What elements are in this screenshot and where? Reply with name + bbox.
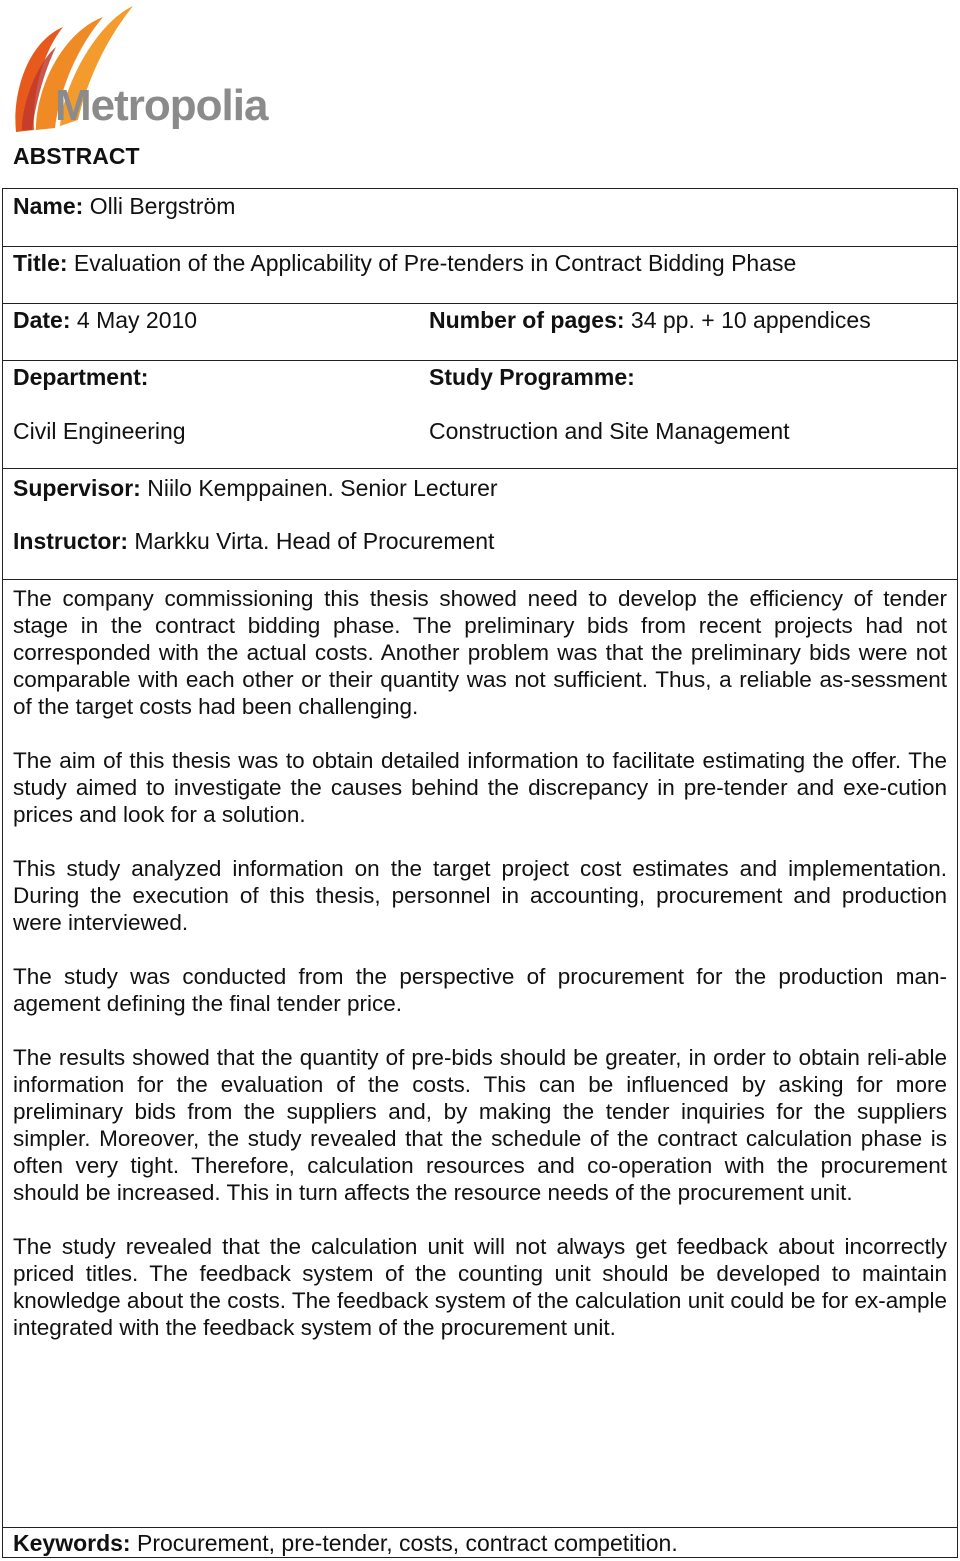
supervisor-label: Supervisor: <box>13 475 141 501</box>
abstract-paragraph: The company commissioning this thesis showed need to develop the efficiency of tender stage in the contract bidding phase. The preliminary bids from recent projects had not corresponded with the actual costs. Another problem was that the preliminary bids were not comparable with each other or their quantity was not sufficient. Thus, a reliable as-sessment of the target costs had been challenging. <box>13 586 947 719</box>
abstract-body <box>13 585 947 1368</box>
divider <box>2 468 958 469</box>
date-field <box>13 307 197 334</box>
pages-label: Number of pages: <box>429 307 625 333</box>
department-label: Department: <box>13 364 149 390</box>
instructor-label: Instructor: <box>13 528 128 554</box>
pages-field <box>429 307 871 334</box>
name-label: Name: <box>13 193 84 219</box>
programme-label-field <box>429 364 635 391</box>
title-field <box>13 250 796 277</box>
name-field <box>13 193 235 220</box>
programme-label: Study Programme: <box>429 364 635 390</box>
abstract-paragraph: The results showed that the quantity of pre-bids should be greater, in order to obtain reli-able information for the evaluation of the costs. This can be influenced by asking for more preliminary bids from the suppliers and, by making the tender inquiries for the suppliers simpler. Moreover, the study revealed that the schedule of the contract calculation phase is often very tight. Therefore, calculation resources and co-operation with the procurement should be increased. This in turn affects the resource needs of the procurement unit. <box>13 1045 947 1205</box>
title-value: Evaluation of the Applicability of Pre-tenders in Contract Bidding Phase <box>67 250 797 276</box>
department-value: Civil Engineering <box>13 418 186 444</box>
abstract-paragraph: The study was conducted from the perspective of procurement for the production man-agement defining the final tender price. <box>13 964 947 1016</box>
divider <box>2 246 958 247</box>
divider <box>2 360 958 361</box>
keywords-label: Keywords: <box>13 1530 131 1556</box>
divider <box>2 1527 958 1528</box>
title-label: Title: <box>13 250 68 276</box>
keywords-value: Procurement, pre-tender, costs, contract competition. <box>130 1530 678 1556</box>
abstract-paragraph: The study revealed that the calculation unit will not always get feedback about incorrectly priced titles. The feedback system of the counting unit should be developed to maintain knowledge about the costs. The feedback system of the calculation unit could be for ex-ample integrated with the feedback system of the procurement unit. <box>13 1234 947 1340</box>
abstract-paragraph: This study analyzed information on the target project cost estimates and implementation. During the execution of this thesis, personnel in accounting, procurement and production were interviewed. <box>13 856 947 935</box>
date-label: Date: <box>13 307 71 333</box>
pages-value: 34 pp. + 10 appendices <box>624 307 871 333</box>
instructor-field <box>13 528 494 555</box>
logo-wordmark: Metropolia <box>55 81 268 130</box>
keywords-field <box>13 1530 678 1557</box>
date-value: 4 May 2010 <box>70 307 198 333</box>
supervisor-field <box>13 475 498 502</box>
divider <box>2 579 958 580</box>
name-value: Olli Bergström <box>83 193 236 219</box>
supervisor-value: Niilo Kemppainen. Senior Lecturer <box>140 475 498 501</box>
abstract-paragraph: The aim of this thesis was to obtain detailed information to facilitate estimating the offer. The study aimed to investigate the causes behind the discrepancy in pre-tender and exe-cution prices and look for a solution. <box>13 748 947 827</box>
programme-value: Construction and Site Management <box>429 418 790 444</box>
divider <box>2 303 958 304</box>
metropolia-logo <box>8 2 278 142</box>
abstract-heading: ABSTRACT <box>13 143 140 169</box>
instructor-value: Markku Virta. Head of Procurement <box>128 528 495 554</box>
department-label-field <box>13 364 148 391</box>
